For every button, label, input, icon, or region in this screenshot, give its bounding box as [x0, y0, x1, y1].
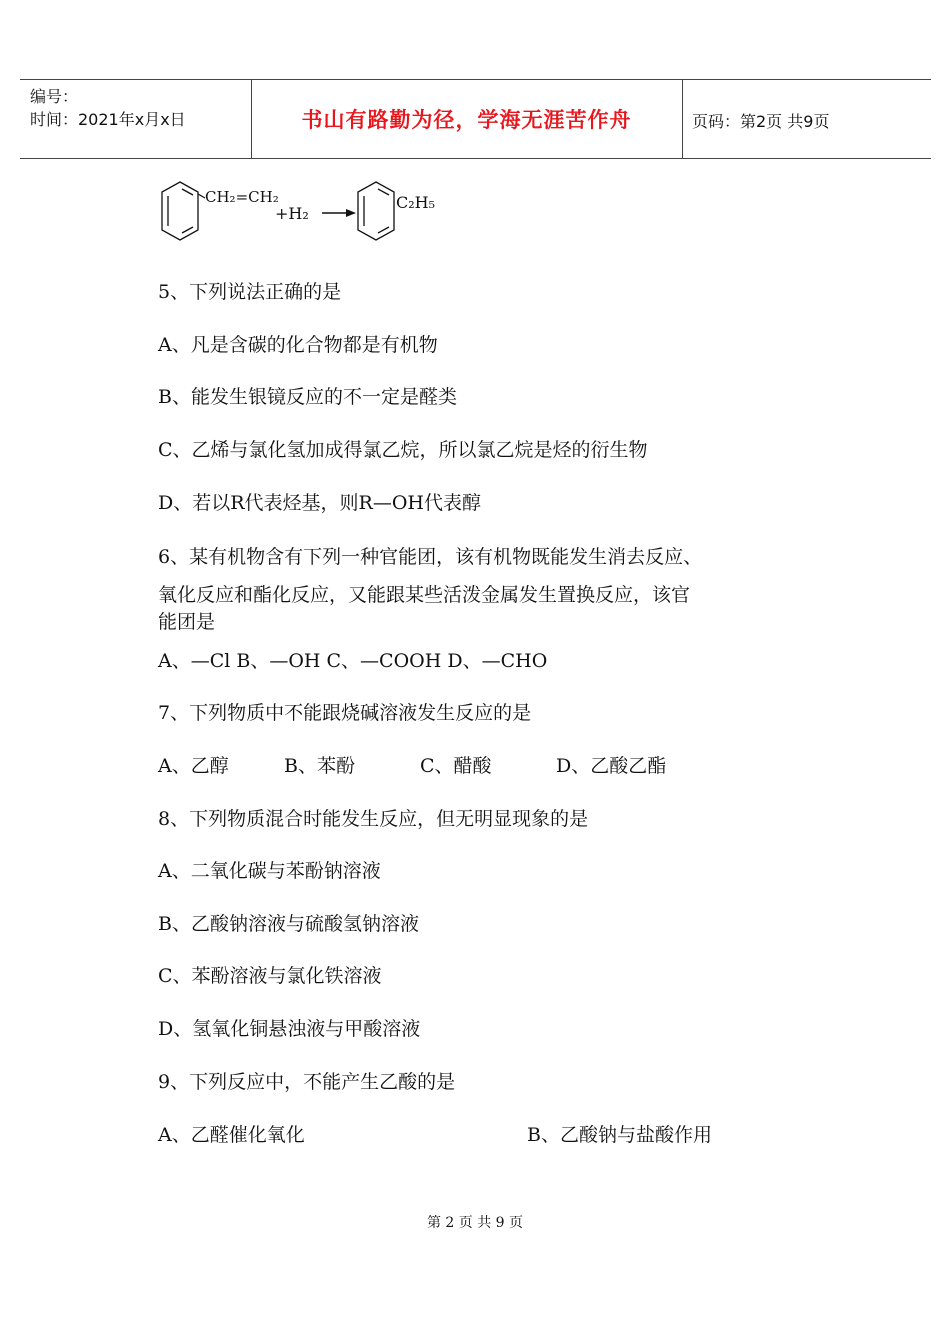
- header-left-cell: [20, 80, 252, 158]
- q9-options: [158, 1120, 712, 1147]
- benzene-ring-product-icon: [358, 182, 394, 240]
- q6-stem-line2: 氧化反应和酯化反应，又能跟某些活泼金属发生置换反应，该官: [158, 584, 691, 606]
- q9-stem: 9、下列反应中，不能产生乙酸的是: [158, 1071, 456, 1093]
- q7-option-c: C、醋酸: [420, 755, 492, 777]
- q8-stem: 8、下列物质混合时能发生反应，但无明显现象的是: [158, 808, 589, 830]
- q6-stem-line3: 能团是: [158, 611, 216, 633]
- q7-option-d: D、乙酸乙酯: [556, 755, 667, 777]
- arrow-icon: [322, 209, 356, 217]
- q8-option-a: A、二氧化碳与苯酚钠溶液: [158, 860, 381, 882]
- q5-stem: 5、下列说法正确的是: [158, 281, 342, 303]
- q5-option-d: D、若以R代表烃基，则R—OH代表醇: [158, 492, 481, 514]
- header-mid-cell: [251, 80, 683, 158]
- page-info: 页码：第2页 共9页: [692, 112, 830, 131]
- q8-option-c: C、苯酚溶液与氯化铁溶液: [158, 965, 382, 987]
- q5-option-b: B、能发生银镜反应的不一定是醛类: [158, 386, 457, 408]
- q7-options: [158, 751, 666, 778]
- q6-options: A、—Cl B、—OH C、—COOH D、—CHO: [158, 650, 548, 672]
- q5-option-a: A、凡是含碳的化合物都是有机物: [158, 334, 438, 356]
- number-label: 编号：: [30, 87, 79, 106]
- q9-option-b: B、乙酸钠与盐酸作用: [527, 1124, 712, 1146]
- time-label: 时间：2021年x月x日: [30, 110, 186, 129]
- ethyl-group: C₂H₅: [396, 193, 436, 212]
- q5-option-c: C、乙烯与氯化氢加成得氯乙烷，所以氯乙烷是烃的衍生物: [158, 439, 648, 461]
- reaction-equation: [160, 172, 460, 252]
- page-header: [20, 79, 931, 159]
- q7-stem: 7、下列物质中不能跟烧碱溶液发生反应的是: [158, 702, 532, 724]
- q7-option-a: A、乙醇: [158, 755, 229, 777]
- page-footer: 第 2 页 共 9 页: [426, 1215, 524, 1231]
- plus-hydrogen: +H₂: [275, 204, 309, 223]
- benzene-ring-icon: [162, 182, 198, 240]
- q8-option-b: B、乙酸钠溶液与硫酸氢钠溶液: [158, 913, 419, 935]
- header-right-cell: [682, 80, 931, 158]
- q6-stem-line1: 6、某有机物含有下列一种官能团，该有机物既能发生消去反应、: [158, 546, 703, 568]
- q9-option-a: A、乙醛催化氧化: [158, 1124, 305, 1146]
- motto: 书山有路勤为径，学海无涯苦作舟: [301, 108, 632, 132]
- q8-option-d: D、氢氧化铜悬浊液与甲酸溶液: [158, 1018, 421, 1040]
- vinyl-group: CH₂=CH₂: [205, 188, 279, 206]
- q7-option-b: B、苯酚: [284, 755, 355, 777]
